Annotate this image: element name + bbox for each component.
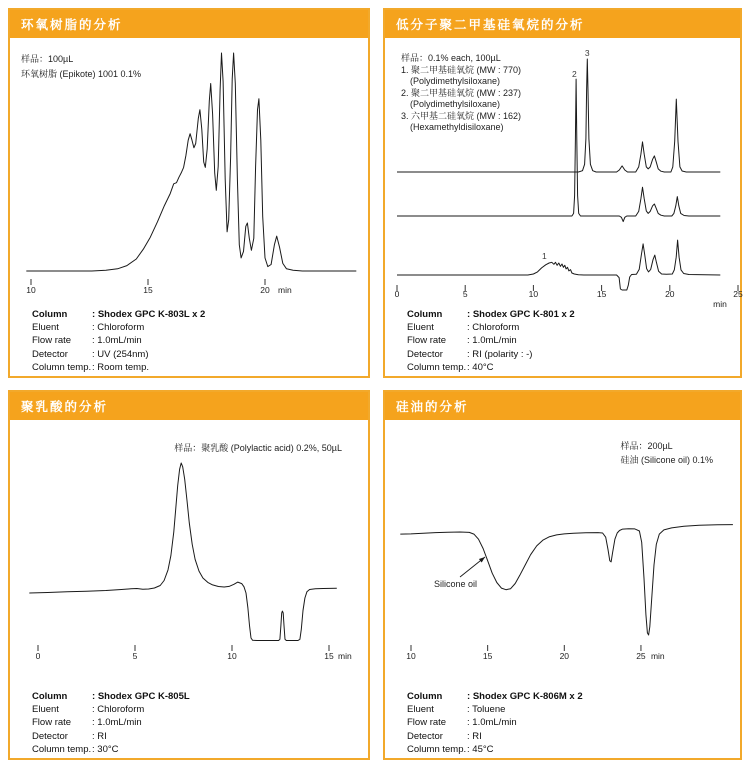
condition-row bbox=[32, 730, 190, 743]
conditions-table bbox=[407, 308, 575, 374]
sample-line: (Polydimethylsiloxane) bbox=[410, 99, 501, 109]
axis-tick-label: 20 bbox=[260, 285, 270, 295]
chromatogram-trace-1 bbox=[29, 463, 337, 641]
condition-label: Flow rate bbox=[32, 335, 72, 347]
condition-value: : Shodex GPC K-805L bbox=[92, 691, 190, 702]
condition-row bbox=[407, 308, 575, 321]
condition-value: : UV (254nm) bbox=[92, 349, 149, 360]
axis-tick-label: 20 bbox=[665, 289, 675, 299]
sample-line: 样品：100µL bbox=[21, 54, 74, 64]
condition-label: Flow rate bbox=[407, 717, 447, 729]
sample-line: 样品：200µL bbox=[620, 441, 673, 451]
condition-label: Eluent bbox=[32, 704, 59, 716]
sample-line: 样品：0.1% each, 100µL bbox=[401, 53, 501, 63]
condition-value: : 40°C bbox=[467, 362, 494, 373]
condition-value: : RI bbox=[467, 731, 482, 742]
condition-value: : 1.0mL/min bbox=[467, 717, 517, 728]
condition-label: Column temp. bbox=[407, 361, 467, 373]
axis-tick-label: 15 bbox=[143, 285, 153, 295]
condition-value: : 1.0mL/min bbox=[92, 335, 142, 346]
condition-label: Flow rate bbox=[32, 717, 72, 729]
axis-tick-label: 10 bbox=[227, 651, 237, 661]
axis-unit-label: min bbox=[650, 651, 665, 661]
condition-row bbox=[407, 361, 575, 374]
panel-body bbox=[385, 420, 740, 758]
sample-line: (Hexamethyldisiloxane) bbox=[410, 122, 504, 132]
axis-tick-label: 5 bbox=[462, 289, 468, 299]
condition-value: : RI bbox=[92, 731, 107, 742]
panel-title: 聚乳酸的分析 bbox=[21, 400, 109, 414]
sample-line: 硅油 (Silicone oil) 0.1% bbox=[620, 454, 713, 465]
condition-value: : Shodex GPC K-801 x 2 bbox=[467, 309, 575, 320]
condition-label: Column bbox=[32, 309, 68, 320]
condition-label: Eluent bbox=[407, 704, 434, 716]
conditions-table bbox=[32, 690, 190, 756]
condition-label: Column bbox=[407, 691, 443, 702]
panel-pla bbox=[8, 390, 370, 760]
condition-value: : Chloroform bbox=[92, 704, 144, 715]
peak-number-label: 3 bbox=[584, 48, 590, 58]
condition-row bbox=[407, 730, 583, 743]
chromatogram-trace-1 bbox=[26, 53, 356, 271]
axis-tick-label: 10 bbox=[406, 651, 416, 661]
panel-title: 低分子聚二甲基硅氧烷的分析 bbox=[396, 18, 585, 32]
axis-tick-label: 0 bbox=[35, 651, 41, 661]
condition-row bbox=[407, 334, 575, 347]
condition-label: Detector bbox=[32, 348, 68, 360]
axis-unit-label: min bbox=[338, 651, 352, 661]
sample-line: 1. 聚二甲基硅氧烷 (MW : 770) bbox=[401, 64, 522, 75]
condition-row bbox=[32, 361, 205, 374]
condition-row bbox=[32, 716, 190, 729]
condition-value: : Room temp. bbox=[92, 362, 149, 373]
axis-tick-label: 15 bbox=[482, 651, 493, 661]
condition-value: : RI (polarity : -) bbox=[467, 349, 532, 360]
sample-line: 样品：聚乳酸 (Polylactic acid) 0.2%, 50µL bbox=[174, 443, 342, 453]
sample-info bbox=[620, 440, 713, 467]
sample-info bbox=[174, 442, 342, 455]
condition-row bbox=[407, 348, 575, 361]
condition-label: Column temp. bbox=[32, 743, 92, 755]
panel-epoxy bbox=[8, 8, 370, 378]
sample-line: 环氧树脂 (Epikote) 1001 0.1% bbox=[21, 69, 142, 79]
condition-row bbox=[407, 703, 583, 716]
panel-pdms bbox=[383, 8, 742, 378]
chromatogram-trace-3 bbox=[397, 240, 720, 290]
panel-silicone bbox=[383, 390, 742, 760]
peak-number-label: 1 bbox=[541, 251, 547, 261]
condition-value: : Shodex GPC K-806M x 2 bbox=[467, 691, 583, 702]
condition-row bbox=[32, 348, 205, 361]
axis-tick-label: 10 bbox=[528, 289, 539, 299]
axis-tick-label: 15 bbox=[324, 651, 334, 661]
condition-label: Detector bbox=[407, 348, 443, 360]
condition-row bbox=[32, 321, 205, 334]
condition-label: Column temp. bbox=[32, 361, 92, 373]
condition-value: : 1.0mL/min bbox=[92, 717, 142, 728]
condition-label: Flow rate bbox=[407, 335, 447, 347]
condition-value: : Chloroform bbox=[467, 322, 519, 333]
axis-tick-label: 20 bbox=[559, 651, 570, 661]
panel-title: 硅油的分析 bbox=[396, 400, 469, 414]
condition-value: : 1.0mL/min bbox=[467, 335, 517, 346]
sample-line: (Polydimethylsiloxane) bbox=[410, 76, 501, 86]
chromatogram-chart bbox=[10, 420, 368, 670]
condition-value: : 45°C bbox=[467, 744, 494, 755]
sample-line: 3. 六甲基二硅氧烷 (MW : 162) bbox=[401, 110, 522, 121]
condition-row bbox=[407, 716, 583, 729]
sample-info bbox=[21, 52, 141, 82]
axis-unit-label: min bbox=[278, 285, 292, 295]
axis-tick-label: 25 bbox=[636, 651, 646, 661]
panel-title-bar bbox=[10, 392, 368, 420]
condition-label: Detector bbox=[32, 730, 68, 742]
condition-label: Detector bbox=[407, 730, 443, 742]
axis-unit-label: min bbox=[713, 299, 727, 309]
conditions-table bbox=[407, 690, 583, 756]
condition-row bbox=[32, 308, 205, 321]
condition-row bbox=[32, 703, 190, 716]
condition-row bbox=[407, 743, 583, 756]
condition-value: : Toluene bbox=[467, 704, 505, 715]
condition-row bbox=[32, 743, 190, 756]
condition-label: Column temp. bbox=[407, 743, 467, 755]
panel-title-bar bbox=[385, 392, 740, 420]
condition-label: Column bbox=[407, 309, 443, 320]
condition-row bbox=[32, 690, 190, 703]
axis-tick-label: 25 bbox=[733, 289, 743, 299]
axis-tick-label: 15 bbox=[596, 289, 607, 299]
sample-line: 2. 聚二甲基硅氧烷 (MW : 237) bbox=[401, 87, 522, 98]
condition-value: : Shodex GPC K-803L x 2 bbox=[92, 309, 205, 320]
panel-title-bar bbox=[385, 10, 740, 38]
condition-label: Eluent bbox=[32, 322, 59, 334]
peak-number-label: 2 bbox=[571, 69, 577, 79]
panel-body bbox=[385, 38, 743, 376]
condition-label: Eluent bbox=[407, 322, 434, 334]
condition-row bbox=[407, 321, 575, 334]
condition-value: : 30°C bbox=[92, 744, 119, 755]
conditions-table bbox=[32, 308, 205, 374]
condition-row bbox=[32, 334, 205, 347]
panel-title: 环氧树脂的分析 bbox=[21, 18, 123, 32]
panel-body bbox=[10, 420, 368, 758]
panel-body bbox=[10, 38, 368, 376]
condition-row bbox=[407, 690, 583, 703]
annotation-label: Silicone oil bbox=[434, 579, 478, 589]
axis-tick-label: 0 bbox=[394, 289, 400, 299]
condition-label: Column bbox=[32, 691, 68, 702]
panel-title-bar bbox=[10, 10, 368, 38]
sample-info bbox=[401, 53, 521, 134]
condition-value: : Chloroform bbox=[92, 322, 144, 333]
axis-tick-label: 5 bbox=[132, 651, 138, 661]
axis-tick-label: 10 bbox=[26, 285, 36, 295]
